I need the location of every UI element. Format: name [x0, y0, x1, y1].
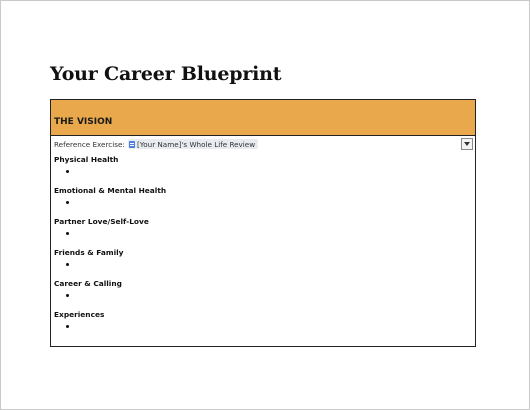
reference-link-text[interactable]: [Your Name]'s Whole Life Review — [137, 139, 256, 149]
reference-label: Reference Exercise: — [54, 140, 125, 149]
section-label: Partner Love/Self-Love — [54, 217, 149, 226]
section-label: Friends & Family — [54, 248, 124, 257]
section-experiences — [51, 307, 475, 338]
bullet-point[interactable] — [66, 294, 69, 297]
page-title: Your Career Blueprint — [50, 63, 282, 85]
section-partner-love — [51, 214, 475, 245]
section-physical-health — [51, 152, 475, 183]
section-career-calling — [51, 276, 475, 307]
vision-header — [51, 100, 475, 136]
bullet-point[interactable] — [66, 232, 69, 235]
section-friends-family — [51, 245, 475, 276]
chevron-down-icon — [464, 142, 470, 146]
vision-header-label: THE VISION — [54, 117, 113, 127]
dropdown-button[interactable] — [461, 138, 473, 150]
vision-table — [50, 99, 476, 347]
bullet-point[interactable] — [66, 325, 69, 328]
reference-row — [51, 136, 475, 152]
section-emotional-mental-health — [51, 183, 475, 214]
section-label: Experiences — [54, 310, 105, 319]
section-label: Career & Calling — [54, 279, 122, 288]
section-label: Physical Health — [54, 155, 119, 164]
section-label: Emotional & Mental Health — [54, 186, 167, 195]
bullet-point[interactable] — [66, 263, 69, 266]
bullet-point[interactable] — [66, 201, 69, 204]
document-icon — [129, 141, 135, 148]
bullet-point[interactable] — [66, 170, 69, 173]
reference-link-chip[interactable] — [128, 139, 258, 149]
